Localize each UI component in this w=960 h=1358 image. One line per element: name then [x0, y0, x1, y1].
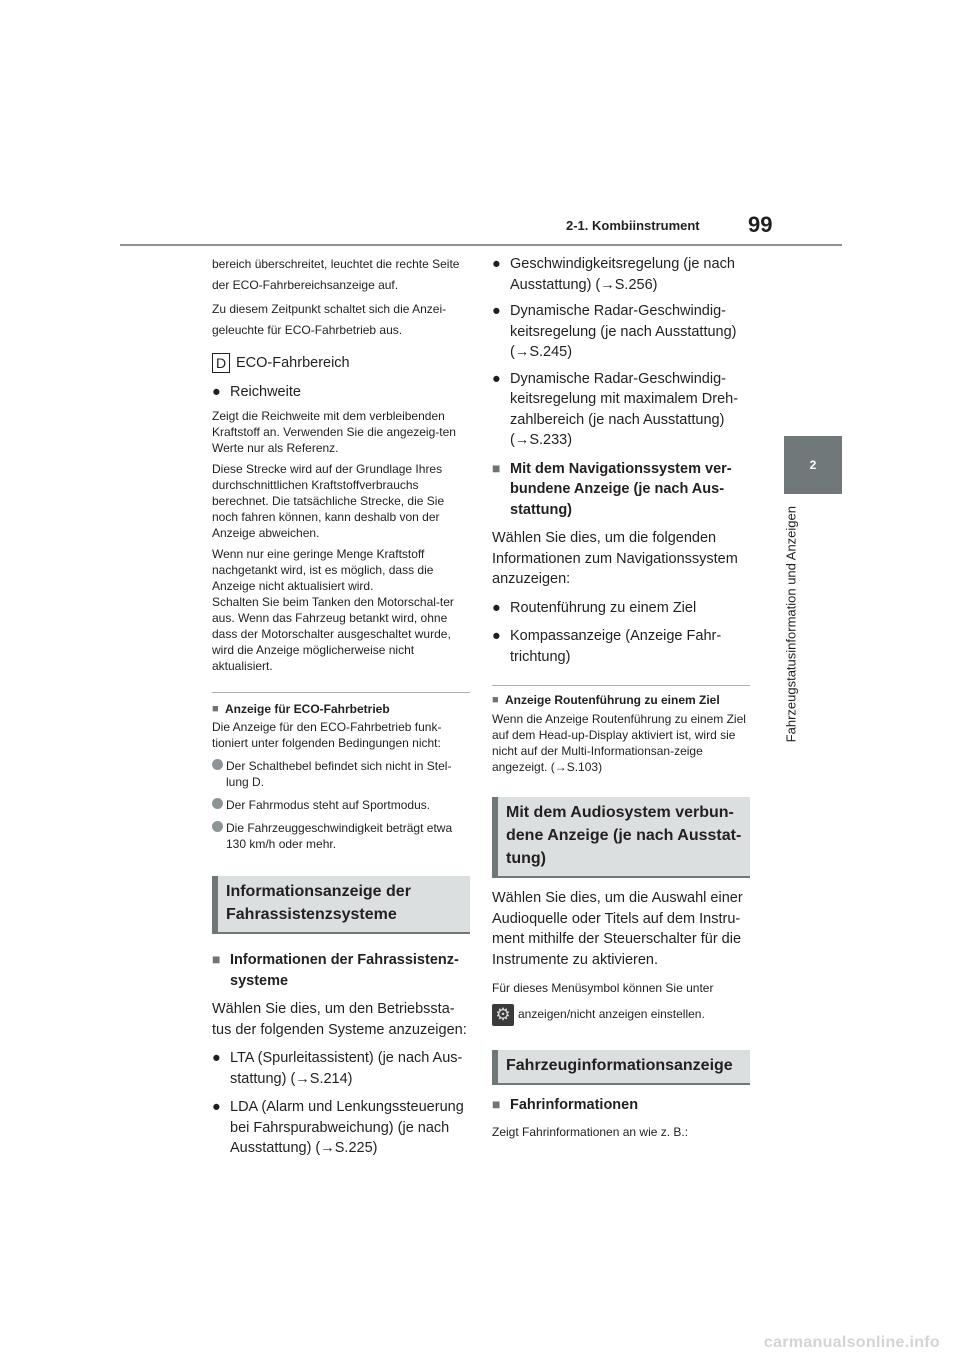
- system-item-text: Dynamische Radar-Geschwindig-keitsregelung (je nach Ausstattung) (→S.245): [510, 303, 737, 360]
- drive-paragraph: Zeigt Fahrinformationen an wie z. B.:: [492, 1124, 689, 1139]
- label-d-row: [212, 353, 470, 374]
- left-column: [212, 254, 470, 1159]
- eco-heading: [212, 701, 470, 717]
- fa-paragraph: Wählen Sie dies, um den Betriebssta-tus der folgenden Systeme anzuzeigen:: [212, 1001, 467, 1038]
- bullet-text: Reichweite: [230, 383, 301, 400]
- fa-heading-text: Informationen der Fahrassistenz-systeme: [230, 952, 459, 989]
- chapter-title: Fahrzeugstatusinformation und Anzeigen: [783, 506, 799, 743]
- header-rule: [120, 244, 842, 246]
- drive-heading: [492, 1095, 750, 1116]
- section-box-heading: Informationsanzeige der Fahrassistenzsysteme: [212, 876, 470, 934]
- system-item: [492, 254, 750, 295]
- chapter-tab: [784, 436, 842, 494]
- square-bullet-icon: ■: [212, 951, 221, 967]
- reichweite-paragraph-2: Diese Strecke wird auf der Grundlage Ihres durchschnittlichen Kraftstoffverbrauchs berechnet. Die tatsächliche Strecke, die Sie noch fahren können, kann deshalb von der Anzeige abweichen.: [212, 462, 445, 540]
- eco-item: [212, 820, 470, 852]
- system-item: [492, 301, 750, 363]
- audio-box-heading: Mit dem Audiosystem verbun-dene Anzeige (je nach Ausstat-tung): [492, 797, 750, 878]
- nav-heading: [492, 459, 750, 521]
- bullet-reichweite: [212, 382, 470, 403]
- bullet-dot-icon: ●: [212, 1050, 221, 1066]
- nav-paragraph: Wählen Sie dies, um die folgenden Informationen zum Navigationssystem anzuzeigen:: [492, 530, 738, 587]
- route-paragraph: Wenn die Anzeige Routenführung zu einem Ziel auf dem Head-up-Display aktiviert ist, wird sie nicht auf der Multi-Informationsan-zeige angezeigt. (→S.103): [492, 712, 746, 774]
- bullet-dot-icon: ●: [492, 370, 501, 387]
- label-d-box: D: [212, 353, 230, 373]
- watermark: [0, 1334, 960, 1352]
- system-item: [492, 369, 750, 451]
- eco-item: [212, 758, 470, 790]
- settings-gear-icon: [492, 1004, 514, 1026]
- nav-item-text: Kompassanzeige (Anzeige Fahr-trichtung): [510, 628, 722, 665]
- eco-paragraph: Die Anzeige für den ECO-Fahrbetrieb funk-tioniert unter folgenden Bedingungen nicht:: [212, 720, 442, 750]
- section-title: 2-1. Kombiinstrument: [566, 218, 700, 233]
- system-item-text: Geschwindigkeitsregelung (je nach Ausstattung) (→S.256): [510, 256, 735, 293]
- intro-paragraph-1: bereich überschreitet, leuchtet die rechte Seite der ECO-Fahrbereichsanzeige auf.: [212, 257, 460, 292]
- route-heading: [492, 692, 750, 708]
- square-bullet-icon: ■: [492, 694, 499, 706]
- bullet-dot-icon: ●: [492, 599, 501, 616]
- chapter-title-vertical: [781, 506, 801, 756]
- nav-heading-text: Mit dem Navigationssystem ver-bundene Anzeige (je nach Aus-stattung): [510, 460, 732, 518]
- bullet-dot-icon: ●: [492, 303, 501, 319]
- drive-heading-text: Fahrinformationen: [510, 1097, 639, 1113]
- route-heading-text: Anzeige Routenführung zu einem Ziel: [505, 693, 720, 707]
- intro-paragraph-2: Zu diesem Zeitpunkt schaltet sich die Anzei-geleuchte für ECO-Fahrbetrieb aus.: [212, 302, 447, 337]
- square-bullet-icon: ■: [212, 703, 219, 715]
- system-item-text: Dynamische Radar-Geschwindig-keitsregelung mit maximalem Dreh-zahlbereich (je nach Ausstattung) (→S.233): [510, 370, 739, 448]
- audio-paragraph: Wählen Sie dies, um die Auswahl einer Audioquelle oder Titels auf dem Instru-ment mithilfe der Steuerschalter für die Instrumente zu aktivieren.: [492, 890, 743, 968]
- eco-heading-text: Anzeige für ECO-Fahrbetrieb: [225, 702, 390, 716]
- circle-bullet-icon: [212, 798, 223, 809]
- bullet-dot-icon: ●: [492, 256, 501, 272]
- chapter-number: 2: [809, 458, 817, 472]
- watermark-text: carmanualsonline.info: [763, 1334, 940, 1351]
- reichweite-paragraph-1: Zeigt die Reichweite mit dem verbleibenden Kraftstoff an. Verwenden Sie die angezeig-ten Werte nur als Referenz.: [212, 409, 456, 455]
- fa-item-text: LDA (Alarm und Lenkungssteuerung bei Fahrspurabweichung) (je nach Ausstattung) (→S.225): [230, 1099, 464, 1156]
- fa-item: [212, 1048, 470, 1089]
- separator: [212, 692, 470, 693]
- fa-heading: [212, 950, 470, 991]
- fa-item: [212, 1097, 470, 1159]
- fa-item-text: LTA (Spurleitassistent) (je nach Aus-stattung) (→S.214): [230, 1050, 463, 1087]
- page-number: 99: [748, 212, 773, 237]
- eco-item-text: Der Fahrmodus steht auf Sportmodus.: [226, 798, 431, 812]
- circle-bullet-icon: [212, 759, 223, 770]
- square-bullet-icon: ■: [492, 1096, 501, 1112]
- reichweite-paragraph-4: Schalten Sie beim Tanken den Motorschal-ter aus. Wenn das Fahrzeug betankt wird, ohne dass der Motorschalter ausgeschaltet wurde, wird die Anzeige möglicherweise nicht aktualisiert.: [212, 595, 454, 673]
- audio-note-2: anzeigen/nicht anzeigen einstellen.: [518, 1007, 705, 1022]
- nav-item-text: Routenführung zu einem Ziel: [510, 599, 697, 616]
- eco-item-text: Der Schalthebel befindet sich nicht in Stel-lung D.: [226, 759, 452, 789]
- nav-item: [492, 598, 750, 619]
- bullet-dot-icon: ●: [492, 628, 501, 644]
- nav-item: [492, 626, 750, 667]
- vehicle-box-heading: Fahrzeuginformationsanzeige: [492, 1050, 750, 1085]
- label-d-text: ECO-Fahrbereich: [236, 355, 350, 371]
- bullet-dot-icon: ●: [212, 383, 221, 400]
- audio-note-row: [492, 1004, 750, 1026]
- eco-item-text: Die Fahrzeuggeschwindigkeit beträgt etwa 130 km/h oder mehr.: [226, 821, 453, 851]
- audio-note-1: Für dieses Menüsymbol können Sie unter: [492, 981, 714, 995]
- bullet-dot-icon: ●: [212, 1099, 221, 1115]
- right-column: [492, 254, 750, 1140]
- eco-item: [212, 797, 470, 813]
- square-bullet-icon: ■: [492, 459, 501, 476]
- separator: [492, 685, 750, 686]
- reichweite-paragraph-3: Wenn nur eine geringe Menge Kraftstoff nachgetankt wird, ist es möglich, dass die Anzeige nicht aktualisiert wird.: [212, 547, 434, 593]
- circle-bullet-icon: [212, 821, 223, 832]
